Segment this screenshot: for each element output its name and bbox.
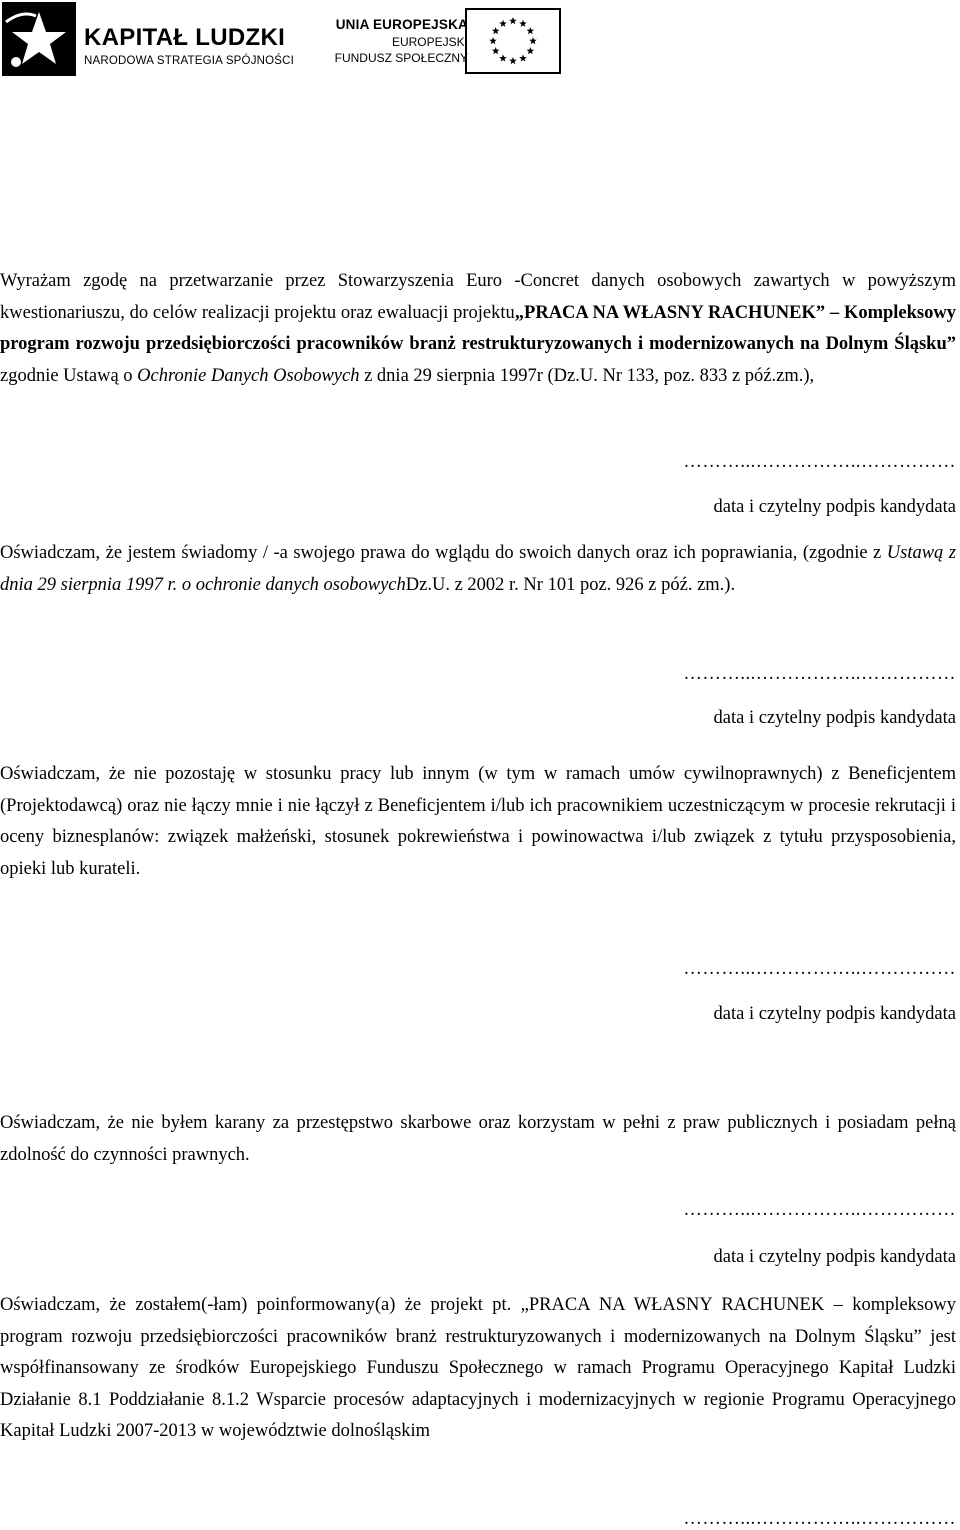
signature-line: ………...……………..…………… bbox=[683, 452, 956, 472]
signature-line: ………...……………..…………… bbox=[683, 959, 956, 979]
consent-paragraph bbox=[0, 266, 956, 392]
signature-line: ………...……………..…………… bbox=[683, 664, 956, 684]
eu-fund-line1: EUROPEJSKI bbox=[391, 35, 468, 49]
eu-logo bbox=[318, 0, 568, 80]
eu-flag-icon bbox=[465, 8, 561, 74]
eu-star-icon bbox=[529, 37, 537, 44]
eu-fund-line2: FUNDUSZ SPOŁECZNY bbox=[334, 51, 468, 65]
eu-star-icon bbox=[499, 54, 507, 61]
signature-line: ………...……………..…………… bbox=[683, 1509, 956, 1529]
consent-text-1: Wyrażam zgodę na przetwarzanie przez Stowarzyszenia Euro -Concret danych osobowych zawartych w powyższym kwestionariuszu, do celów realizacji projektu oraz ewaluacji projektu bbox=[0, 271, 956, 323]
eu-star-icon bbox=[492, 47, 500, 54]
consent-text-2: zgodnie Ustawą o bbox=[0, 365, 138, 386]
no-relation-paragraph: Oświadczam, że nie pozostaję w stosunku pracy lub innym (w tym w ramach umów cywilnoprawnych) z Beneficjentem (Projektodawcą) oraz nie łączy mnie i nie łączył z Beneficjentem i/lub ich pracownikiem uczestniczącym w procesie rekrutacji i oceny biznesplanów: związek małżeński, stosunek pokrewieństwa i powinowactwa i/lub związek z tytułu przysposobienia, opieki lub kurateli. bbox=[0, 764, 956, 879]
eu-star-icon bbox=[527, 27, 535, 34]
eu-star-icon bbox=[499, 20, 507, 27]
kapital-ludzki-subtitle: NARODOWA STRATEGIA SPÓJNOŚCI bbox=[84, 55, 295, 67]
no-conviction-paragraph: Oświadczam, że nie byłem karany za przestępstwo skarbowe oraz korzystam w pełni z praw publicznych i posiadam pełną zdolność do czynności prawnych. bbox=[0, 1113, 956, 1165]
eu-star-icon bbox=[492, 27, 500, 34]
access-law-italic: Ustawą z dnia 29 sierpnia 1997 r. o ochronie danych osobowych bbox=[0, 543, 956, 595]
law-title-italic: Ochronie Danych Osobowych bbox=[137, 365, 360, 386]
signature-label: data i czytelny podpis kandydata bbox=[713, 708, 956, 728]
eu-star-icon bbox=[527, 47, 535, 54]
eu-star-icon bbox=[519, 54, 527, 61]
kapital-ludzki-title: KAPITAŁ LUDZKI bbox=[84, 24, 286, 51]
access-text-2: Dz.U. z 2002 r. Nr 101 poz. 926 z póź. zm.). bbox=[405, 574, 736, 595]
signature-line: ………...……………..…………… bbox=[683, 1200, 956, 1220]
signature-label: data i czytelny podpis kandydata bbox=[713, 1004, 956, 1024]
eu-star-icon bbox=[509, 57, 517, 64]
access-rights-paragraph bbox=[0, 538, 956, 601]
kapital-ludzki-star-icon bbox=[2, 2, 76, 76]
signature-label: data i czytelny podpis kandydata bbox=[713, 1247, 956, 1267]
consent-text-3: z dnia 29 sierpnia 1997r (Dz.U. Nr 133, poz. 833 z póź.zm.), bbox=[359, 365, 815, 386]
access-text-1: Oświadczam, że jestem świadomy / -a swojego prawa do wglądu do swoich danych oraz ich poprawiania, (zgodnie z bbox=[0, 543, 887, 563]
eu-star-icon bbox=[489, 37, 497, 44]
eu-star-icon bbox=[509, 17, 517, 24]
project-title-bold: „PRACA NA WŁASNY RACHUNEK” – Kompleksowy program rozwoju przedsiębiorczości pracowników branż restrukturyzowanych i modernizowanych na Dolnym Śląsku” bbox=[0, 302, 956, 354]
eu-title: UNIA EUROPEJSKA bbox=[335, 17, 468, 32]
kapital-ludzki-logo bbox=[0, 0, 295, 78]
informed-paragraph: Oświadczam, że zostałem(-łam) poinformowany(a) że projekt pt. „PRACA NA WŁASNY RACHUNEK – kompleksowy program rozwoju przedsiębiorczości pracowników branż restrukturyzowanych i modernizowanych na Dolnym Śląsku” jest współfinansowany ze środków Europejskiego Funduszu Społecznego w ramach Programu Operacyjnego Kapitał Ludzki Działanie 8.1 Poddziałanie 8.1.2 Wsparcie procesów adaptacyjnych i modernizacyjnych w regionie Programu Operacyjnego Kapitał Ludzki 2007-2013 w województwie dolnośląskim bbox=[0, 1295, 956, 1441]
eu-star-icon bbox=[519, 20, 527, 27]
signature-label: data i czytelny podpis kandydata bbox=[713, 497, 956, 517]
